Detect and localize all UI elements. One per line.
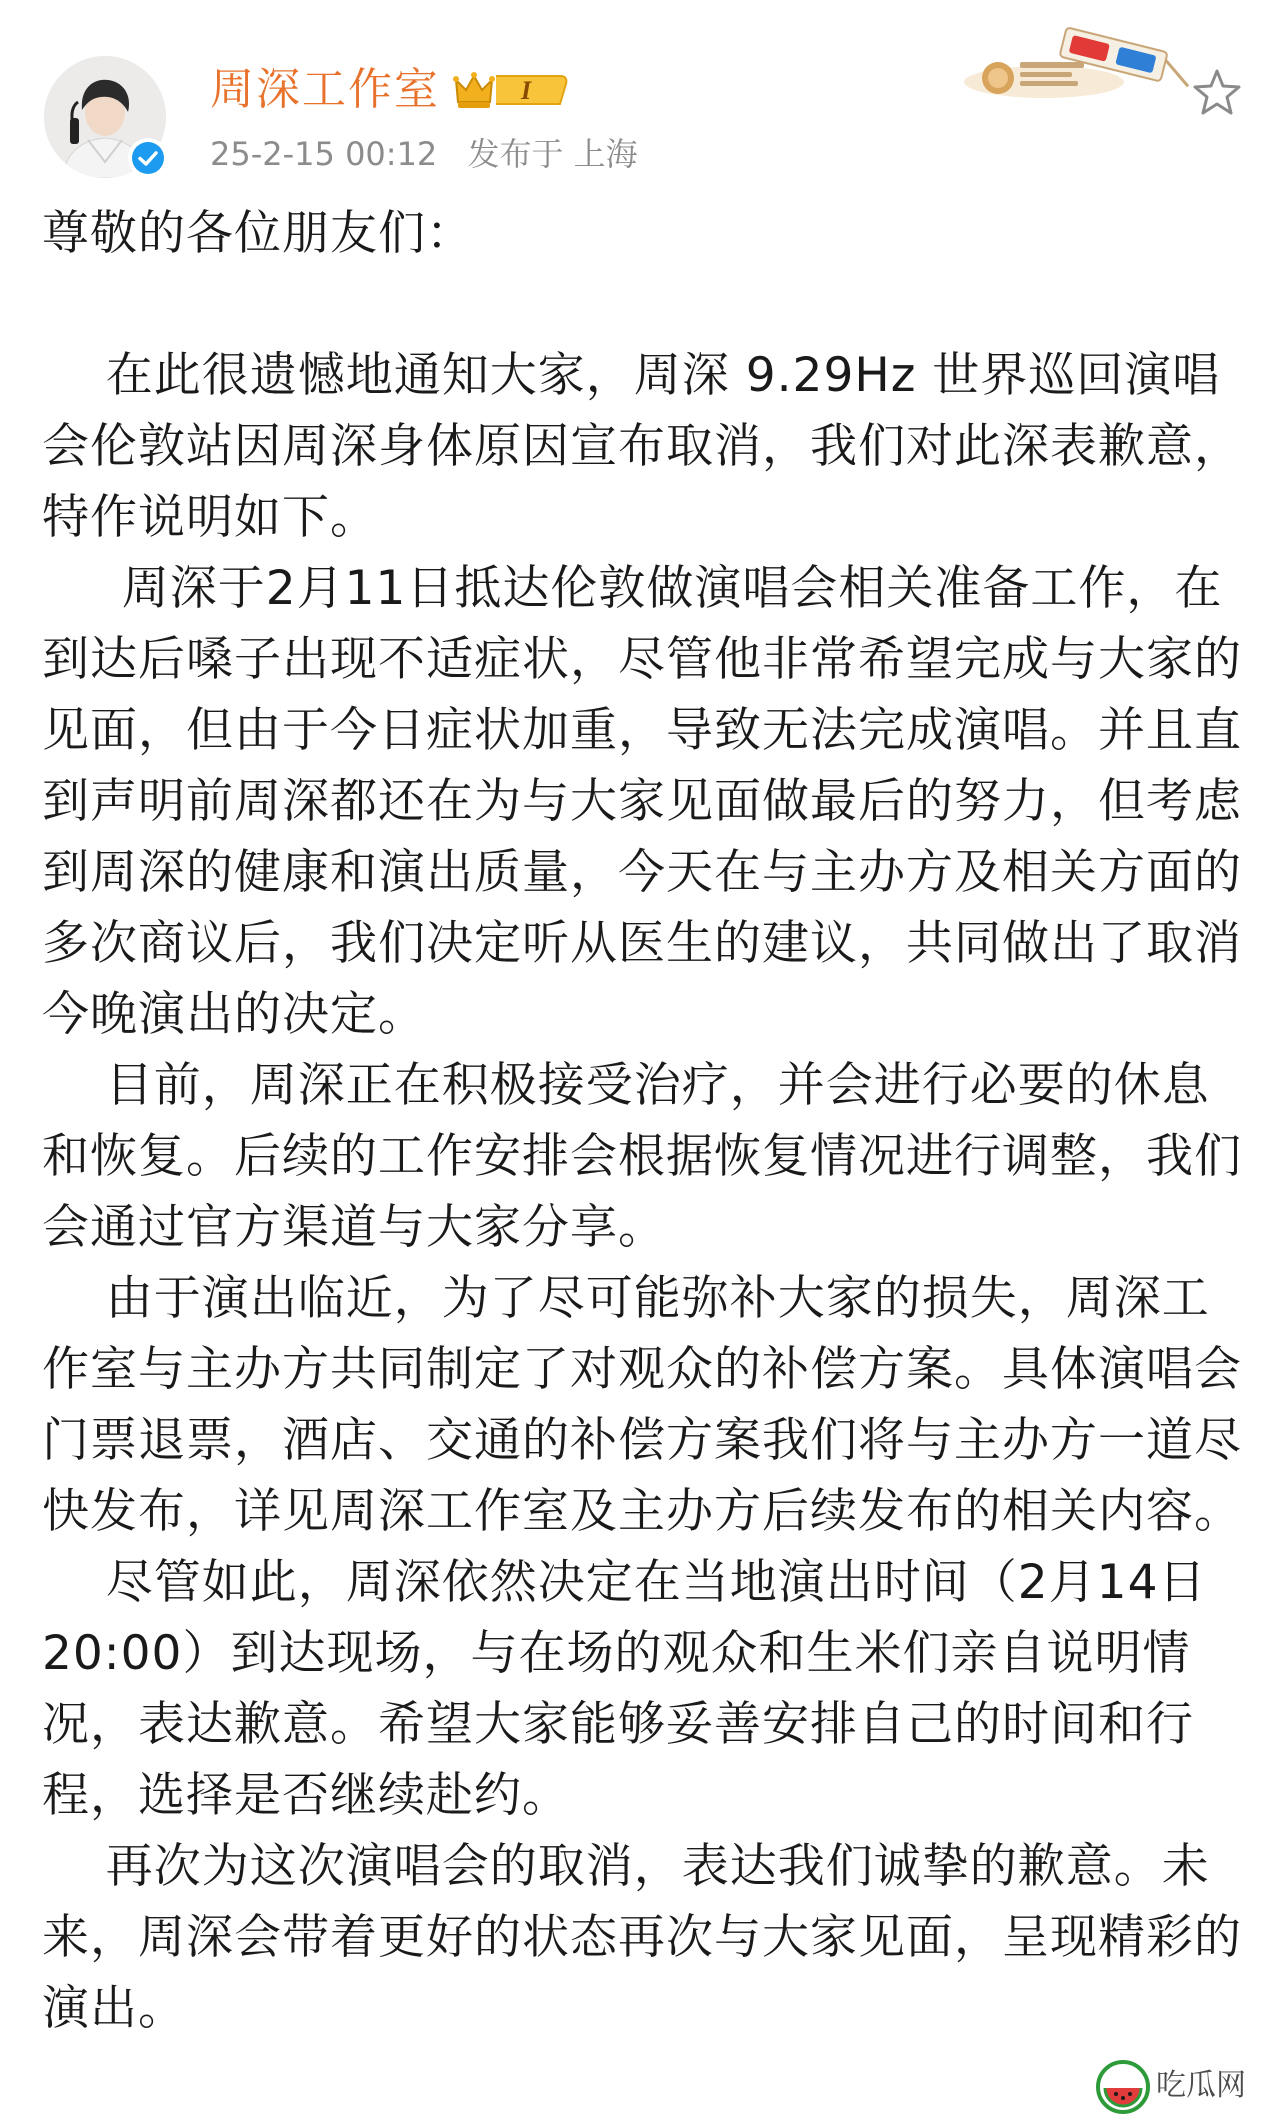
- author-name[interactable]: 周深工作室: [210, 64, 440, 115]
- post-greeting: 尊敬的各位朋友们：: [42, 206, 474, 261]
- verified-badge: [128, 138, 168, 178]
- star-outline-icon[interactable]: [1190, 66, 1244, 120]
- post-meta: [210, 132, 658, 176]
- watermark-text: 吃瓜网: [1156, 2068, 1246, 2103]
- movie-glasses-decoration-icon: [958, 22, 1198, 104]
- post-paragraph-4: 由于演出临近，为了尽可能弥补大家的损失，周深工作室与主办方共同制定了对观众的补偿方案。具体演唱会门票退票，酒店、交通的补偿方案我们将与主办方一道尽快发布，详见周深工作室及主办方后续发布的相关内容。: [42, 1271, 1242, 1539]
- post-body: [42, 198, 1252, 2044]
- watermark: [1094, 2052, 1284, 2122]
- post-location: 发布于 上海: [467, 135, 638, 173]
- post-timestamp: 25-2-15 00:12: [210, 135, 438, 173]
- verified-check-icon: [131, 141, 165, 175]
- crown-level-badge-icon: [452, 68, 570, 112]
- post-paragraph-2: 周深于2月11日抵达伦敦做演唱会相关准备工作，在到达后嗓子出现不适症状，尽管他非常希望完成与大家的见面，但由于今日症状加重，导致无法完成演唱。并且直到声明前周深都还在为与大家见面做最后的努力，但考虑到周深的健康和演出质量，今天在与主办方及相关方面的多次商议后，我们决定听从医生的建议，共同做出了取消今晚演出的决定。: [42, 561, 1242, 1042]
- post-paragraph-1: 在此很遗憾地通知大家，周深 9.29Hz 世界巡回演唱会伦敦站因周深身体原因宣布取消，我们对此深表歉意，特作说明如下。: [42, 348, 1242, 545]
- badge-level-text: I: [520, 76, 532, 105]
- watermelon-logo-icon: [1096, 2060, 1150, 2114]
- post-paragraph-6: 再次为这次演唱会的取消，表达我们诚挚的歉意。未来，周深会带着更好的状态再次与大家见面，呈现精彩的演出。: [42, 1839, 1242, 2036]
- post-paragraph-5: 尽管如此，周深依然决定在当地演出时间（2月14日20:00）到达现场，与在场的观众和生米们亲自说明情况，表达歉意。希望大家能够妥善安排自己的时间和行程，选择是否继续赴约。: [42, 1555, 1207, 1823]
- post-paragraph-3: 目前，周深正在积极接受治疗，并会进行必要的休息和恢复。后续的工作安排会根据恢复情况进行调整，我们会通过官方渠道与大家分享。: [42, 1058, 1242, 1255]
